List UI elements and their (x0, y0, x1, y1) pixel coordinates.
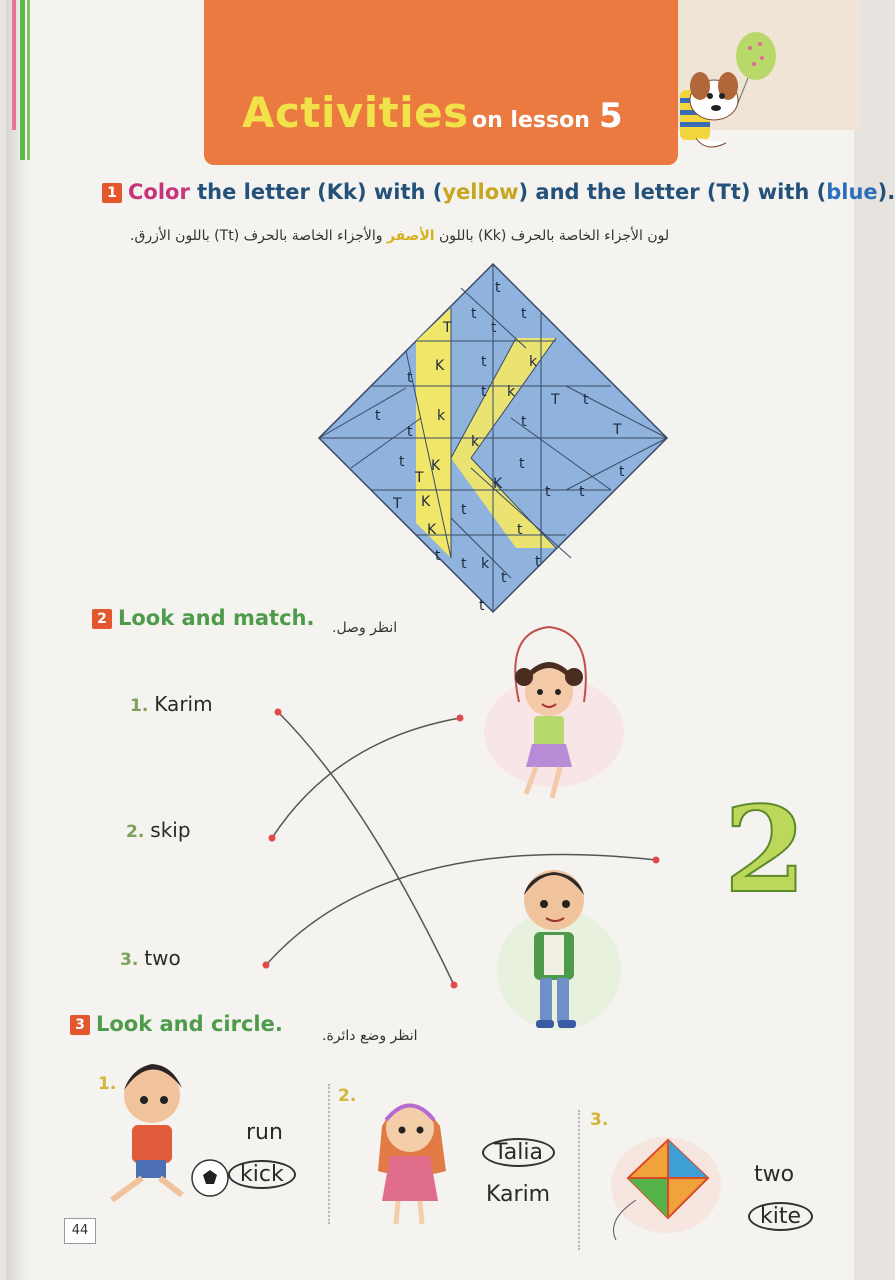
puzzle-letter[interactable]: k (507, 384, 516, 400)
puzzle-letter[interactable]: t (471, 306, 477, 322)
circle-group-number: 1. (98, 1074, 117, 1094)
puzzle-letter[interactable]: t (501, 570, 507, 586)
section3-title: Look and circle. (96, 1012, 283, 1036)
lesson-number: 5 (599, 96, 623, 136)
puzzle-letter[interactable]: t (399, 454, 405, 470)
match-item-number: 3. (120, 950, 139, 970)
instruction-color-word: Color (128, 180, 190, 204)
circle-option-circled[interactable]: kite (748, 1202, 813, 1231)
puzzle-letter[interactable]: K (421, 494, 431, 510)
circle-option-circled[interactable]: kick (228, 1160, 296, 1189)
puzzle-letter[interactable]: t (435, 548, 441, 564)
kite-illustration (596, 1130, 726, 1250)
match-item-number: 2. (126, 822, 145, 842)
puzzle-letter[interactable]: t (495, 280, 501, 296)
puzzle-letter[interactable]: t (407, 370, 413, 386)
puzzle-letter[interactable]: k (437, 408, 446, 424)
match-item-word: two (144, 946, 181, 970)
divider-dotted (578, 1110, 580, 1250)
puzzle-letter[interactable]: t (491, 320, 497, 336)
workbook-page (6, 0, 895, 1280)
puzzle-letter[interactable]: T (393, 496, 402, 512)
page-title: Activities (242, 88, 469, 137)
instruction-yellow-word: yellow (442, 180, 519, 204)
puzzle-letter[interactable]: k (471, 434, 480, 450)
divider-dotted (328, 1084, 330, 1224)
puzzle-letter[interactable]: t (481, 354, 487, 370)
puzzle-letter[interactable]: t (579, 484, 585, 500)
puzzle-letter[interactable]: t (535, 554, 541, 570)
puzzle-letter[interactable]: t (461, 502, 467, 518)
puzzle-letter[interactable]: k (481, 556, 490, 572)
section2-number-badge: 2 (92, 609, 112, 629)
puzzle-letter[interactable]: K (435, 358, 445, 374)
puzzle-letter[interactable]: k (529, 354, 538, 370)
girl-talia-illustration (362, 1086, 462, 1231)
circle-option[interactable]: Karim (486, 1182, 551, 1207)
big-number-two (724, 780, 834, 920)
puzzle-letter[interactable]: K (431, 458, 441, 474)
page-number: 44 (64, 1218, 96, 1244)
match-item-word: skip (150, 818, 191, 842)
page-subtitle: on lesson (472, 108, 590, 133)
boy-kicking-illustration (92, 1050, 242, 1210)
puzzle-letter[interactable]: t (521, 414, 527, 430)
circle-group-number: 2. (338, 1086, 357, 1106)
section3-heading (70, 1012, 283, 1036)
puzzle-letter[interactable]: T (443, 320, 452, 336)
puzzle-letter[interactable]: t (461, 556, 467, 572)
section2-title: Look and match. (118, 606, 315, 630)
puzzle-letter[interactable]: t (479, 598, 485, 614)
puzzle-letter[interactable]: T (415, 470, 424, 486)
big-number-text: 2 (724, 780, 807, 919)
section3-number-badge: 3 (70, 1015, 90, 1035)
circle-option[interactable]: two (754, 1162, 795, 1187)
puzzle-letter[interactable]: t (521, 306, 527, 322)
puzzle-letter[interactable]: T (551, 392, 560, 408)
puzzle-letter[interactable]: T (613, 422, 622, 438)
section1-number-badge: 1 (102, 183, 122, 203)
match-item-number: 1. (130, 696, 149, 716)
arabic-part-b: والأجزاء الخاصة بالحرف (Tt) باللون الأزرق. (130, 228, 388, 244)
puzzle-letter[interactable]: t (407, 424, 413, 440)
match-item-word: Karim (154, 692, 213, 716)
instruction-blue-word: blue (826, 180, 878, 204)
arabic-yellow-word: الأصفر (387, 228, 435, 244)
puzzle-letter[interactable]: K (493, 476, 503, 492)
instruction-part-b: ) and the letter (Tt) with ( (518, 180, 827, 204)
puzzle-letter[interactable]: t (481, 384, 487, 400)
puzzle-letter[interactable]: t (619, 464, 625, 480)
section3-arabic: انظر وضع دائرة. (322, 1028, 418, 1044)
puzzle-letter[interactable]: t (375, 408, 381, 424)
circle-option-circled[interactable]: Talia (482, 1138, 555, 1167)
puzzle-letter[interactable]: t (583, 392, 589, 408)
puzzle-letter[interactable]: t (545, 484, 551, 500)
instruction-part-a: the letter (Kk) with ( (189, 180, 443, 204)
circle-option[interactable]: run (246, 1120, 283, 1145)
boy-karim-illustration (484, 860, 624, 1040)
puzzle-letter[interactable]: t (517, 522, 523, 538)
section2-arabic: انظر وصل. (332, 620, 398, 636)
instruction-part-c: ). (877, 180, 895, 204)
puzzle-letter[interactable]: t (519, 456, 525, 472)
puzzle-letter[interactable]: K (427, 522, 437, 538)
circle-group-number: 3. (590, 1110, 609, 1130)
match-line-karim (278, 712, 454, 985)
girl-skipping-illustration (474, 622, 624, 802)
arabic-part-a: لون الأجزاء الخاصة بالحرف (Kk) باللون (434, 228, 670, 244)
